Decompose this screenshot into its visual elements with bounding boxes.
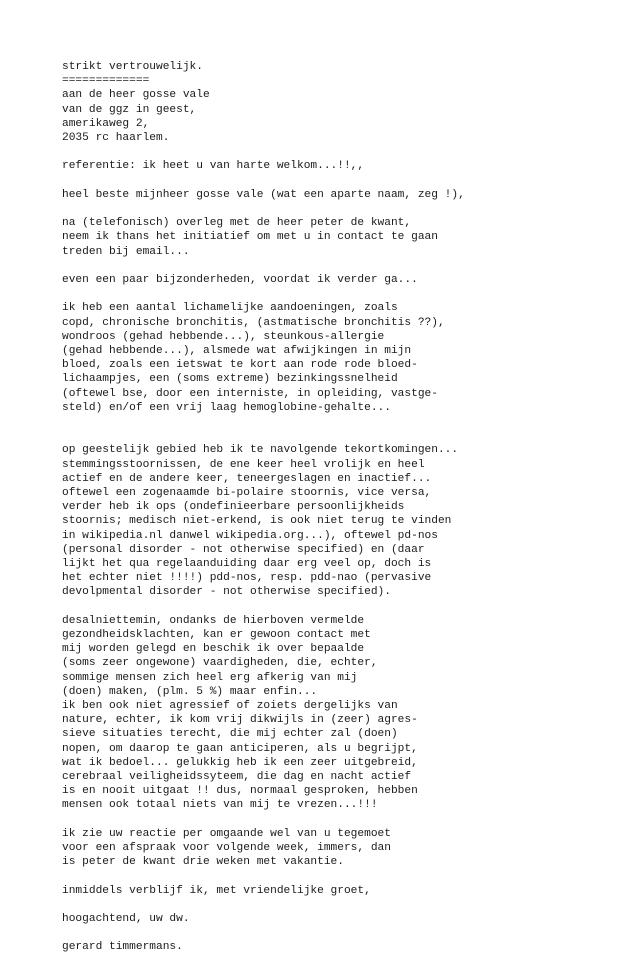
paragraph-spacer xyxy=(62,429,622,443)
letter-reference: referentie: ik heet u van harte welkom...!!,, xyxy=(62,160,365,173)
letter-signature: gerard timmermans. xyxy=(62,941,183,954)
letter-intro: na (telefonisch) overleg met de heer peter de kwant, neem ik thans het initiatief om met u in contact te gaan treden bij email... xyxy=(62,217,438,258)
letter-salutation: heel beste mijnheer gosse vale (wat een aparte naam, zeg !), xyxy=(62,188,465,201)
letter-header: strikt vertrouwelijk. ============= aan de heer gosse vale van de ggz in geest, amerikaweg 2, 2035 rc haarlem. xyxy=(62,61,210,145)
letter-closing-request: ik zie uw reactie per omgaande wel van u tegemoet voor een afspraak voor volgende week, immers, dan is peter de kwant drie weken met vakantie. xyxy=(62,827,391,869)
letter-transition: even een paar bijzonderheden, voordat ik verder ga... xyxy=(62,273,418,286)
letter-mental-conditions: op geestelijk gebied heb ik te navolgende tekortkomingen... stemmingsstoornissen, de ene keer heel vrolijk en heel actief en de andere keer, teneergeslagen en inactief... oftewel een zogenaamde bi-polaire stoornis, vice versa, verder heb ik ops (ondefinieerbare persoonlijkheids stoornis; medisch niet-erkend, is ook niet terug te vinden in wikipedia.nl danwel wikipedia.org...), oftewel pd-nos (personal disorder - not otherwise specified) en (daar lijkt het qua regelaanduiding daar erg veel op, doch is het echter niet !!!!) pdd-nos, resp. pdd-nao (pervasive devolpmental disorder - not otherwise specified). xyxy=(62,444,459,599)
letter-page xyxy=(62,60,622,969)
letter-greeting: inmiddels verblijf ik, met vriendelijke groet, xyxy=(62,884,371,897)
letter-physical-conditions: ik heb een aantal lichamelijke aandoeningen, zoals copd, chronische bronchitis, (astmatische bronchitis ??), wondroos (gehad hebbende...), steunkous-allergie (gehad hebbende...), alsmede wat afwijkingen in mijn bloed, zoals een ietswat te kort aan rode rode bloed- lichaampjes, een (soms extreme) bezinkingssnelheid (oftewel bse, door een interniste, in opleiding, vastge- steld) en/of een vrij laag hemoglobine-gehalte... xyxy=(62,302,445,414)
letter-nevertheless: desalniettemin, ondanks de hierboven vermelde gezondheidsklachten, kan er gewoon contact met mij worden gelegd en beschik ik over bepaalde (soms zeer ongewone) vaardigheden, die, echter, sommige mensen zich heel erg afkerig van mij (doen) maken, (plm. 5 %) maar enfin... ik ben ook niet agressief of zoiets dergelijks van nature, echter, ik kom vrij dikwijls in (zeer) agres- sieve situaties terecht, die mij echter zal (doen) nopen, om daarop te gaan anticiperen, als u begrijpt, wat ik bedoel... gelukkig heb ik een zeer uitgebreid, cerebraal veiligheidssyteem, die dag en nacht actief is en nooit uitgaat !! dus, normaal gesproken, hebben mensen ook totaal niets van mij te vrezen...!!! xyxy=(62,614,418,812)
letter-sign-off: hoogachtend, uw dw. xyxy=(62,913,190,926)
